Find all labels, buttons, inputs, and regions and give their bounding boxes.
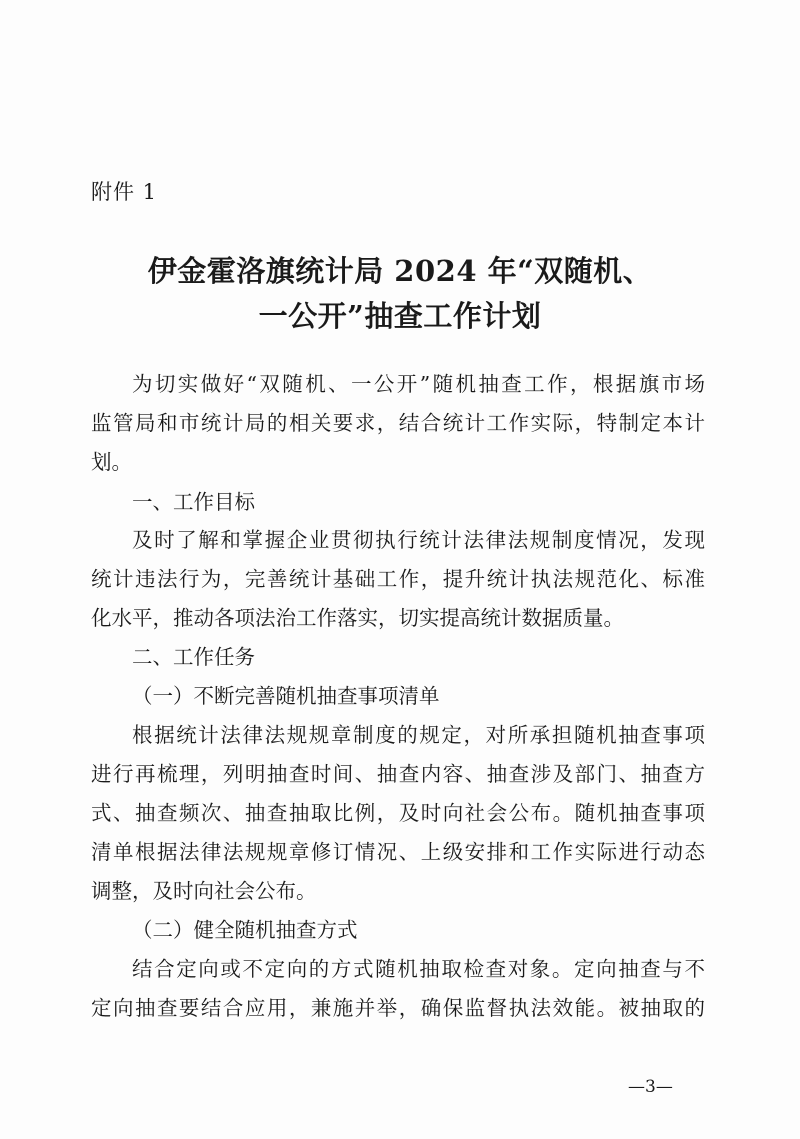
sub1-line-2: 进行再梳理，列明抽查时间、抽查内容、抽查涉及部门、抽查方 xyxy=(91,762,705,786)
goals-line-3: 化水平，推动各项法治工作落实，切实提高统计数据质量。 xyxy=(91,606,624,630)
document-title-line-1: 伊金霍洛旗统计局 2024 年“双随机、 xyxy=(147,254,653,288)
sub1-line-4: 清单根据法律法规规章修订情况、上级安排和工作实际进行动态 xyxy=(91,840,705,864)
intro-line-3: 划。 xyxy=(91,450,132,474)
sub2-line-2: 定向抽查要结合应用，兼施并举，确保监督执法效能。被抽取的 xyxy=(91,996,705,1020)
sub1-line-5: 调整，及时向社会公布。 xyxy=(91,879,317,903)
goals-line-2: 统计违法行为，完善统计基础工作，提升统计执法规范化、标准 xyxy=(91,567,705,591)
goals-line-1: 及时了解和掌握企业贯彻执行统计法律法规制度情况，发现 xyxy=(132,528,705,552)
sub1-line-1: 根据统计法律法规规章制度的规定，对所承担随机抽查事项 xyxy=(132,723,705,747)
intro-line-2: 监管局和市统计局的相关要求，结合统计工作实际，特制定本计 xyxy=(91,411,705,435)
subsection-heading-2: （二）健全随机抽查方式 xyxy=(132,918,358,942)
section-heading-tasks: 二、工作任务 xyxy=(132,645,255,669)
section-heading-goals: 一、工作目标 xyxy=(132,490,255,514)
document-title-line-2: 一公开”抽查工作计划 xyxy=(258,299,542,333)
attachment-label: 附件 1 xyxy=(91,180,158,204)
sub2-line-1: 结合定向或不定向的方式随机抽取检查对象。定向抽查与不 xyxy=(132,957,705,981)
intro-line-1: 为切实做好“双随机、一公开”随机抽查工作，根据旗市场 xyxy=(132,372,705,396)
page-number: —3— xyxy=(628,1077,673,1097)
subsection-heading-1: （一）不断完善随机抽查事项清单 xyxy=(132,684,440,708)
sub1-line-3: 式、抽查频次、抽查抽取比例，及时向社会公布。随机抽查事项 xyxy=(91,801,705,825)
